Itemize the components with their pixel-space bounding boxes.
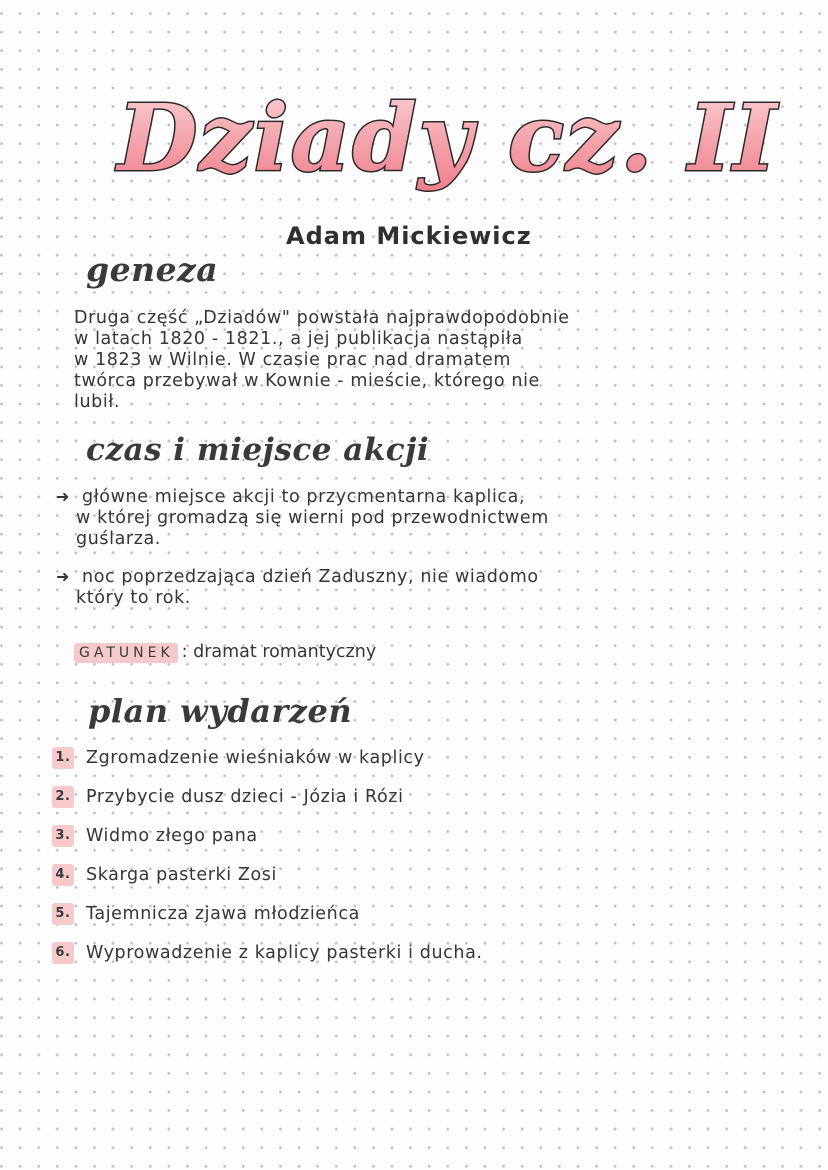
geneza-line: w latach 1820 - 1821., a jej publikacja nastąpiła xyxy=(74,329,523,349)
item-number: 4. xyxy=(52,864,74,886)
geneza-line: w 1823 w Wilnie. W czasie prac nad dramatem xyxy=(74,350,512,370)
author-name: Adam Mickiewicz xyxy=(286,222,532,250)
bullet-item xyxy=(56,486,549,550)
item-text: Widmo złego pana xyxy=(86,825,258,846)
geneza-paragraph xyxy=(74,308,724,413)
plan-list xyxy=(52,738,732,972)
bullet-text: noc poprzedzająca dzień Zaduszny, nie wiadomo xyxy=(82,567,539,587)
geneza-line: Druga część „Dziadów" powstała najprawdopodobnie xyxy=(74,308,570,328)
bullet-text: guślarza. xyxy=(76,529,161,549)
heading-czas-miejsce: czas i miejsce akcji xyxy=(86,432,430,468)
item-number: 3. xyxy=(52,825,74,847)
page-title xyxy=(117,58,779,218)
heading-geneza: geneza xyxy=(86,250,219,289)
item-text: Zgromadzenie wieśniaków w kaplicy xyxy=(86,747,425,768)
bullet-text: w której gromadzą się wierni pod przewodnictwem xyxy=(76,508,549,528)
heading-plan-wydarzen: plan wydarzeń xyxy=(88,692,353,730)
gatunek-label: GATUNEK xyxy=(74,643,178,663)
item-number: 2. xyxy=(52,786,74,808)
arrow-right-icon: ➜ xyxy=(56,567,71,586)
bullet-text: główne miejsce akcji to przycmentarna kaplica, xyxy=(82,487,526,507)
item-text: Wyprowadzenie z kaplicy pasterki i ducha. xyxy=(86,942,483,963)
item-number: 5. xyxy=(52,903,74,925)
geneza-line: twórca przebywał w Kownie - mieście, którego nie xyxy=(74,371,540,391)
bullet-text: który to rok. xyxy=(76,588,191,608)
item-text: Przybycie dusz dzieci - Józia i Rózi xyxy=(86,786,404,807)
list-item xyxy=(52,894,732,933)
item-number: 6. xyxy=(52,942,74,964)
list-item xyxy=(52,738,732,777)
gatunek-value: : dramat romantyczny xyxy=(181,642,377,662)
title-lettering xyxy=(117,58,779,218)
item-text: Tajemnicza zjawa młodzieńca xyxy=(86,903,360,924)
arrow-right-icon: ➜ xyxy=(56,487,71,506)
list-item xyxy=(52,933,732,972)
geneza-line: lubił. xyxy=(74,392,121,412)
list-item xyxy=(52,855,732,894)
item-text: Skarga pasterki Zosi xyxy=(86,864,277,885)
title-text: Dziady cz. II xyxy=(117,84,779,192)
gatunek-row xyxy=(74,642,376,663)
list-item xyxy=(52,816,732,855)
list-item xyxy=(52,777,732,816)
item-number: 1. xyxy=(52,747,74,769)
bullet-item xyxy=(56,566,539,609)
